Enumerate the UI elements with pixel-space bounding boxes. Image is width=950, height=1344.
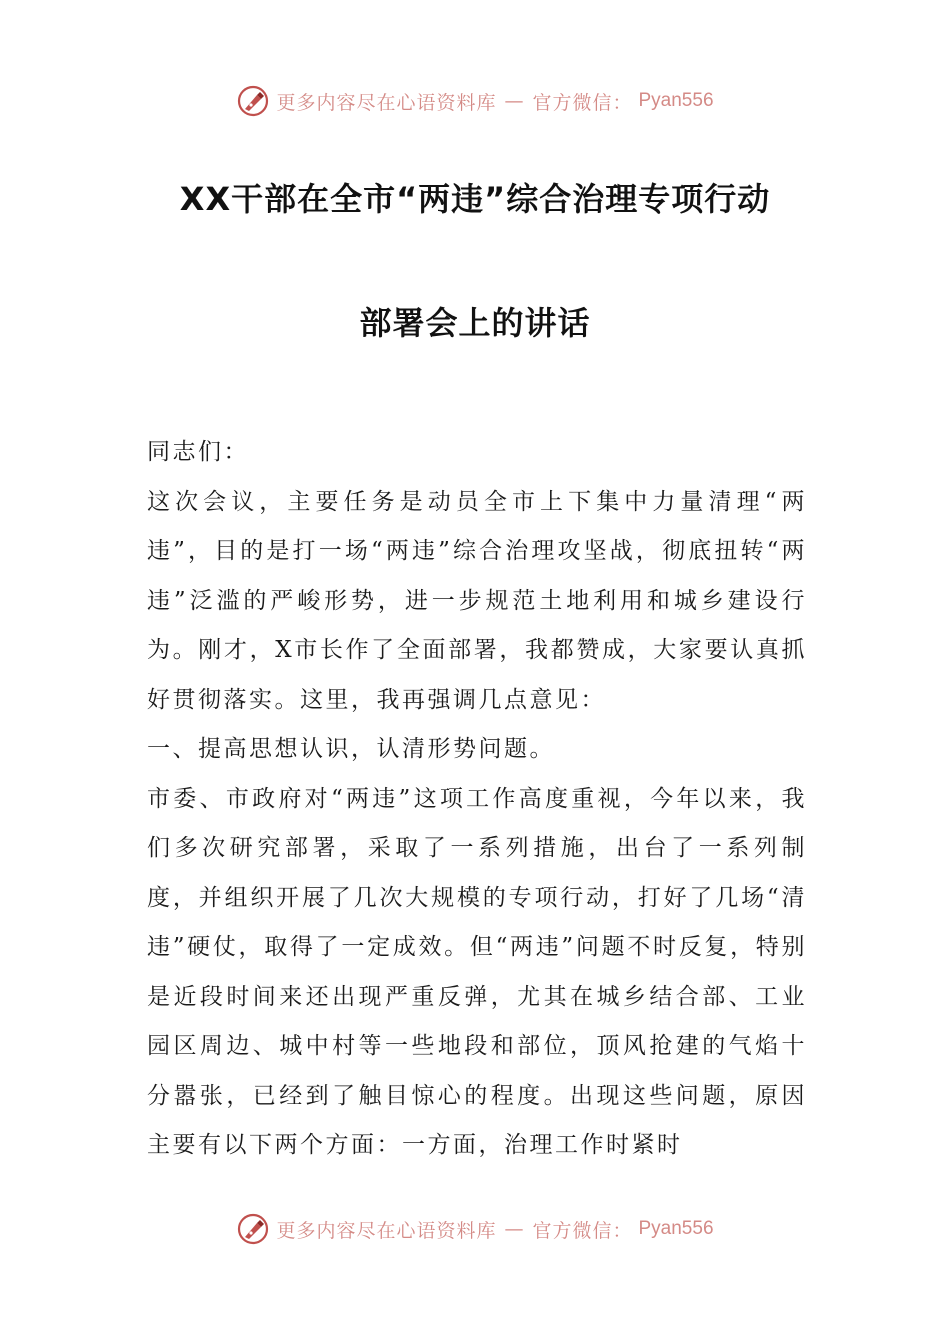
header-watermark <box>0 84 950 118</box>
salutation: 同志们： <box>147 439 249 465</box>
paragraph-section-1: 市委、市政府对“两违”这项工作高度重视，今年以来，我们多次研究部署，采取了一系列措施，出台了一系列制度，并组织开展了几次大规模的专项行动，打好了几场“清违”硬仗，取得了一定成效。但“两违”问题不时反复，特别是近段时间来还出现严重反弹，尤其在城乡结合部、工业园区周边、城中村等一些地段和部位，顶风抢建的气焰十分嚣张，已经到了触目惊心的程度。出现这些问题，原因主要有以下两个方面：一方面，治理工作时紧时 <box>147 785 807 1158</box>
pen-nib-logo-icon <box>236 1212 270 1246</box>
document-title-line-1: XX干部在全市“两违”综合治理专项行动 <box>179 180 771 218</box>
watermark-site-text: 更多内容尽在心语资料库 <box>276 1219 497 1242</box>
watermark-separator: — <box>504 90 525 112</box>
watermark-site-text: 更多内容尽在心语资料库 <box>276 91 497 114</box>
watermark-contact-text: 官方微信： <box>532 91 633 114</box>
pen-nib-logo-icon <box>236 84 270 118</box>
watermark-wechat-id: Pyan556 <box>638 1218 714 1239</box>
document-title-line-2: 部署会上的讲话 <box>359 304 591 342</box>
footer-watermark <box>0 1212 950 1246</box>
watermark-separator: — <box>504 1218 525 1240</box>
section-heading-1: 一、提高思想认识，认清形势问题。 <box>147 736 555 762</box>
paragraph-intro: 这次会议，主要任务是动员全市上下集中力量清理“两违”，目的是打一场“两违”综合治理攻坚战，彻底扭转“两违”泛滥的严峻形势，进一步规范土地利用和城乡建设行为。刚才，X市长作了全面部署，我都赞成，大家要认真抓好贯彻落实。这里，我再强调几点意见： <box>147 488 807 713</box>
watermark-contact-text: 官方微信： <box>532 1219 633 1242</box>
watermark-wechat-id: Pyan556 <box>638 90 714 111</box>
document-body <box>147 428 807 1171</box>
